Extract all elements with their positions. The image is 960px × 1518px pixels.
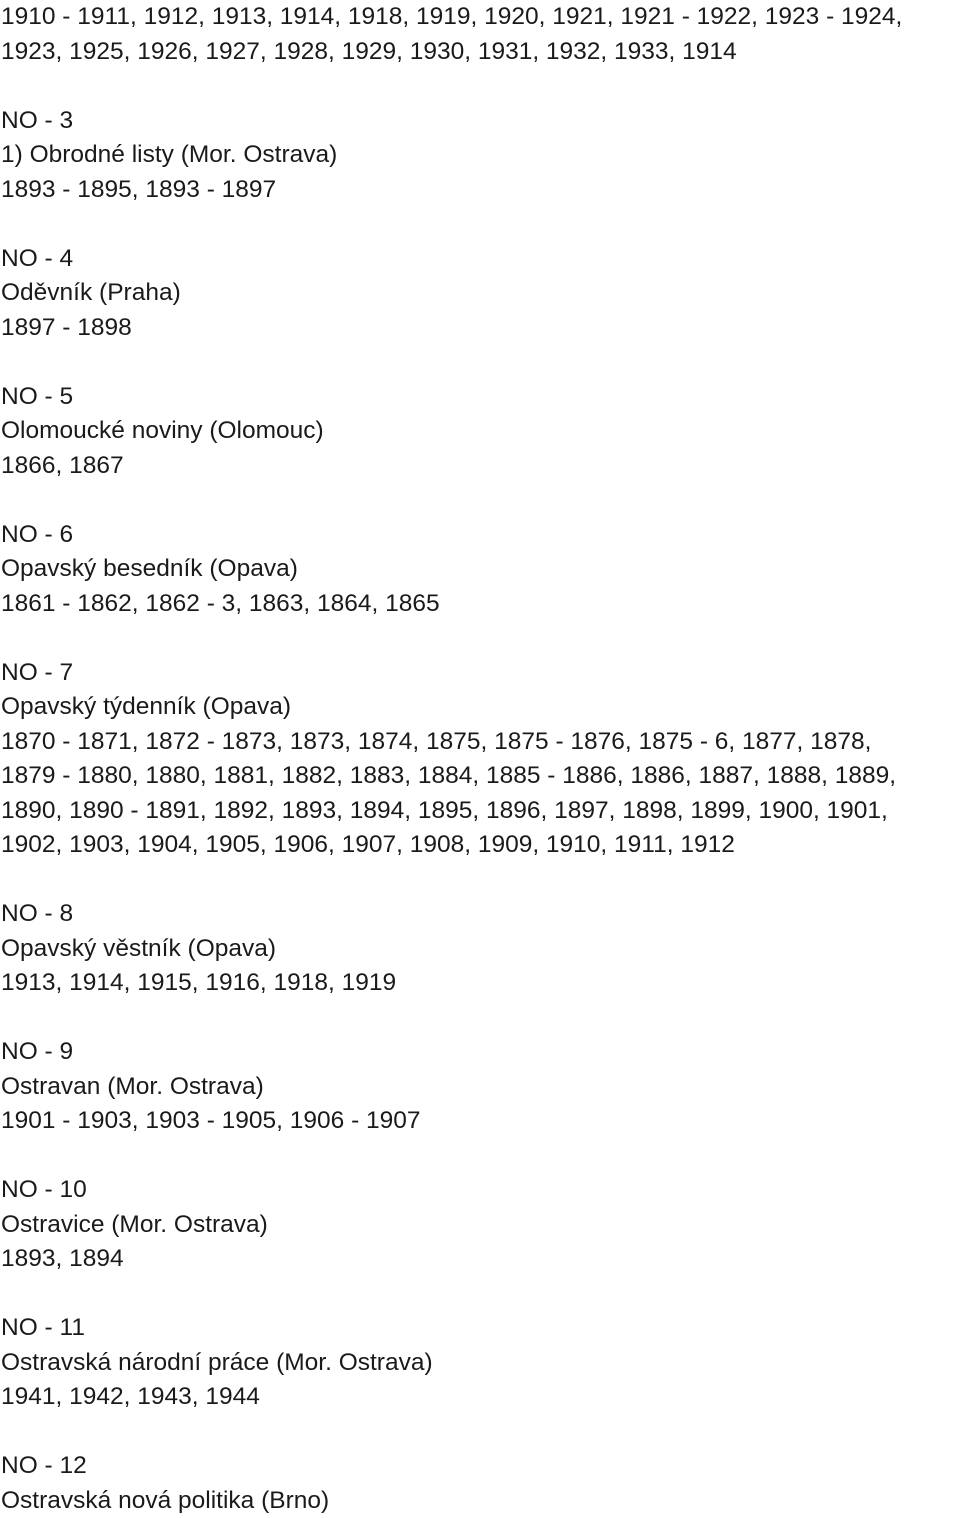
entry-title: Opavský věstník (Opava) [1,932,956,967]
entry-years: 1893, 1894 [1,1242,956,1277]
entry-years: 1866, 1867 [1,449,956,484]
continued-year-list [1,0,956,69]
entry-title: Ostravská národní práce (Mor. Ostrava) [1,1346,956,1381]
entry-title: Olomoucké noviny (Olomouc) [1,414,956,449]
entry-years: 1897 - 1898 [1,311,956,346]
entry-code: NO - 9 [1,1035,956,1070]
catalog-entry-no-12 [1,1449,956,1518]
catalog-entry-no-3 [1,104,956,208]
entry-title: 1) Obrodné listy (Mor. Ostrava) [1,138,956,173]
catalog-entry-no-9 [1,1035,956,1139]
catalog-entry-no-5 [1,380,956,484]
entry-title: Ostravice (Mor. Ostrava) [1,1208,956,1243]
entry-title: Oděvník (Praha) [1,276,956,311]
catalog-entry-no-7 [1,656,956,863]
entry-code: NO - 3 [1,104,956,139]
entry-years: 1861 - 1862, 1862 - 3, 1863, 1864, 1865 [1,587,956,622]
entry-years: 1890, 1890 - 1891, 1892, 1893, 1894, 1895, 1896, 1897, 1898, 1899, 1900, 1901, [1,794,956,829]
year-line: 1910 - 1911, 1912, 1913, 1914, 1918, 1919, 1920, 1921, 1921 - 1922, 1923 - 1924, [1,0,956,35]
catalog-entry-no-10 [1,1173,956,1277]
catalog-entry-no-6 [1,518,956,622]
entry-years: 1902, 1903, 1904, 1905, 1906, 1907, 1908, 1909, 1910, 1911, 1912 [1,828,956,863]
catalog-entry-no-8 [1,897,956,1001]
entry-years: 1913, 1914, 1915, 1916, 1918, 1919 [1,966,956,1001]
entry-code: NO - 10 [1,1173,956,1208]
entry-code: NO - 8 [1,897,956,932]
document-page [1,0,956,1518]
entry-code: NO - 11 [1,1311,956,1346]
year-line: 1923, 1925, 1926, 1927, 1928, 1929, 1930, 1931, 1932, 1933, 1914 [1,35,956,70]
entry-code: NO - 4 [1,242,956,277]
catalog-entry-no-11 [1,1311,956,1415]
entry-title: Ostravská nová politika (Brno) [1,1484,956,1518]
entry-years: 1941, 1942, 1943, 1944 [1,1380,956,1415]
entry-code: NO - 6 [1,518,956,553]
entry-code: NO - 12 [1,1449,956,1484]
catalog-entry-no-4 [1,242,956,346]
entry-title: Opavský týdenník (Opava) [1,690,956,725]
entry-years: 1901 - 1903, 1903 - 1905, 1906 - 1907 [1,1104,956,1139]
entry-code: NO - 7 [1,656,956,691]
entry-years: 1879 - 1880, 1880, 1881, 1882, 1883, 1884, 1885 - 1886, 1886, 1887, 1888, 1889, [1,759,956,794]
entry-title: Ostravan (Mor. Ostrava) [1,1070,956,1105]
entry-years: 1893 - 1895, 1893 - 1897 [1,173,956,208]
entry-years: 1870 - 1871, 1872 - 1873, 1873, 1874, 1875, 1875 - 1876, 1875 - 6, 1877, 1878, [1,725,956,760]
entry-title: Opavský besedník (Opava) [1,552,956,587]
entry-code: NO - 5 [1,380,956,415]
